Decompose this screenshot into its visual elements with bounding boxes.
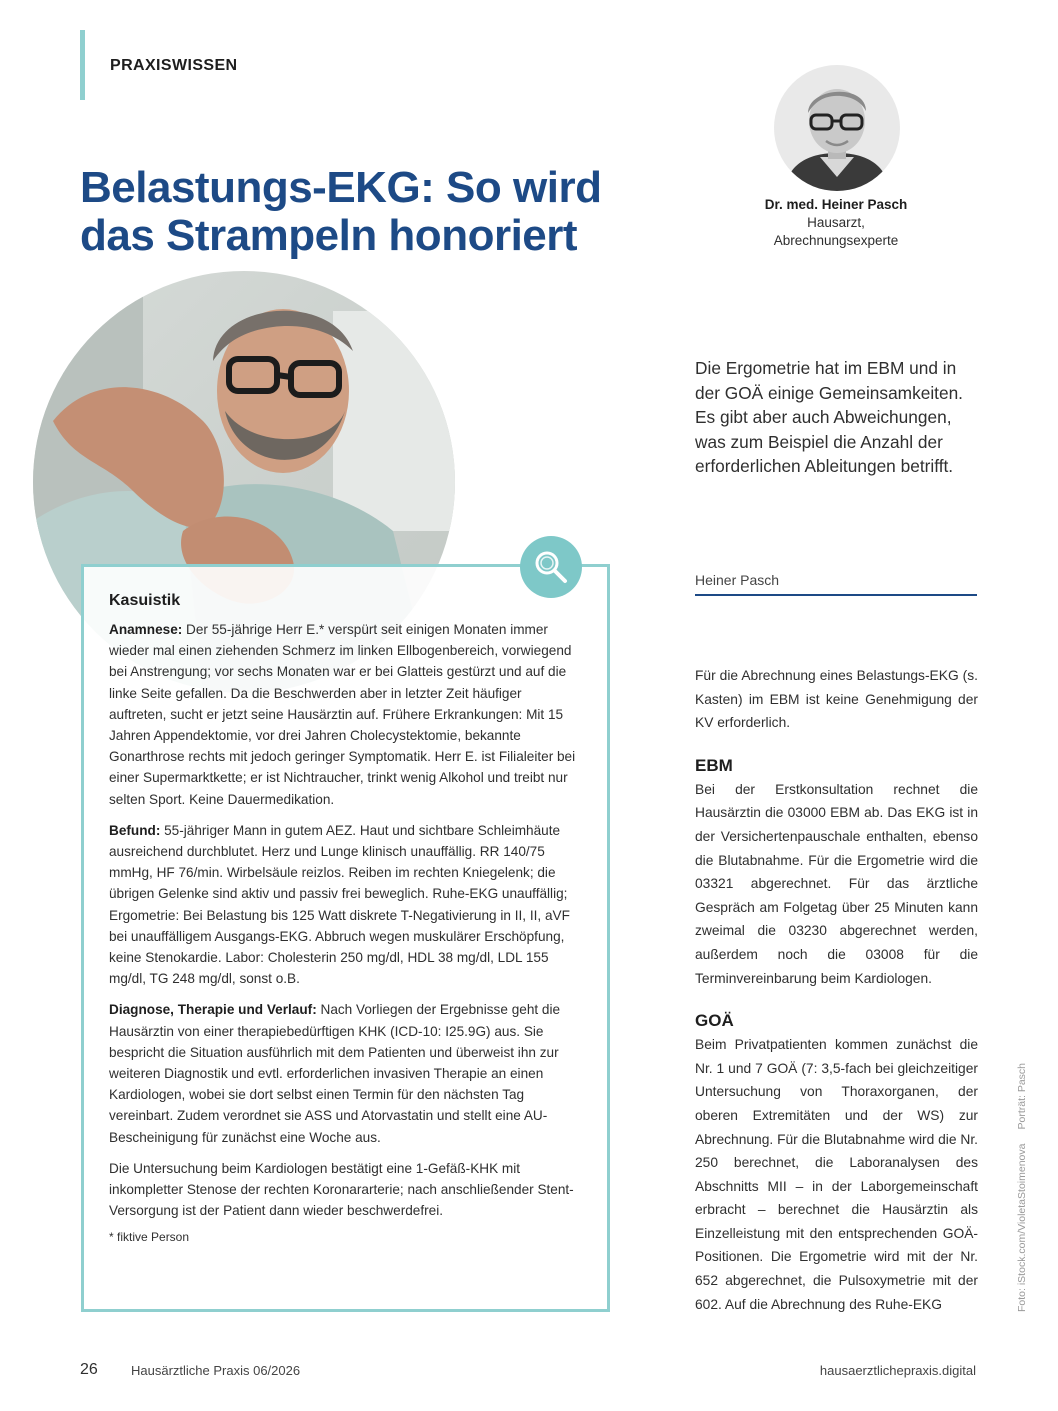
photo-credit	[1016, 1063, 1028, 1312]
case-footnote: * fiktive Person	[109, 1230, 190, 1245]
diagnose-text: Nach Vorliegen der Ergebnisse geht die Hausärztin von einer therapiebedürftigen KHK (ICD-10: I25.9G) aus. Sie bespricht die Situation ausführlich mit dem Patienten und überweist ihn zur weiteren Diagnostik und evtl. erforderlichen invasiven Therapie an einen Kardiologen, wobei sie dort selbst einen Termin für den nächsten Tag vereinbart. Zudem verordnet sie ASS und Atorvastatin und stellt eine AU-Bescheinigung für zunächst eine Woche aus.	[109, 1002, 561, 1145]
ebm-heading: EBM	[695, 755, 733, 775]
magnifier-icon	[520, 536, 582, 598]
goae-heading: GOÄ	[695, 1011, 734, 1031]
article-title-line-1: Belastungs-EKG: So wird	[80, 163, 602, 212]
byline-divider	[695, 594, 977, 596]
goae-text: Beim Privatpatienten kommen zunächst die Nr. 1 und 7 GOÄ (7: 3,5-fach bei gleichzeitiger Untersuchung von Thoraxorganen, der oberen Extremitäten und der WS) zur Abrechnung. Für die Blutabnahme wird die Nr. 250 berechnet, die Laboranalysen des Abschnitts MII – in der Laborgemeinschaft erbracht – berechnet die Hausärztin als Einzelleistung mit den entsprechenden GOÄ-Positionen. Die Ergometrie wird mit der Nr. 652 abgerechnet, die Pulsoxymetrie mit der 602. Auf die Abrechnung des Ruhe-EKG	[695, 1037, 978, 1312]
anamnese-text: Der 55-jährige Herr E.* verspürt seit einigen Monaten immer wieder mal einen ziehenden Schmerz im linken Ellbogenbereich, vorwiegend bei Anstrengung; vor sechs Monaten war er bei Glatteis gestürzt und auf die linke Seite gefallen. Da die Beschwerden aber in letzter Zeit häufiger auftreten, sucht er jetzt seine Hausärztin auf. Frühere Erkrankungen: Mit 15 Jahren Appendektomie, vor drei Jahren Cholecystektomie, bekannte Gonarthrose rechts mit jedoch geringer Symptomatik. Herr E. ist Filialeiter bei einer Supermarktkette; er ist Nichtraucher, trinkt wenig Alkohol und treibt nur selten Sport. Keine Dauermedikation.	[109, 622, 576, 807]
page-number: 26	[80, 1361, 98, 1378]
case-box-title: Kasuistik	[109, 592, 181, 609]
diagnose-label: Diagnose, Therapie und Verlauf:	[109, 1002, 317, 1018]
photo-credit-hero: Foto: iStock.com/VioletaStoimenova	[1016, 1143, 1028, 1312]
article-byline: Heiner Pasch	[695, 572, 780, 588]
case-diagnose	[109, 999, 579, 1147]
author-role-line-1: Hausarzt,	[807, 215, 865, 230]
anamnese-label: Anamnese:	[109, 622, 183, 637]
body-column-right	[695, 664, 978, 1316]
photo-credit-portrait: Porträt: Pasch	[1016, 1062, 1028, 1130]
author-name: Dr. med. Heiner Pasch	[764, 197, 908, 212]
article-title-line-2: das Strampeln honoriert	[80, 211, 578, 260]
case-outcome: Die Untersuchung beim Kardiologen bestätigt eine 1-Gefäß-KHK mit inkompletter Stenose der rechten Koronararterie; nach anschließender Stent-Versorgung ist der Patient dann wieder beschwerdefrei.	[109, 1160, 574, 1219]
author-portrait	[774, 65, 900, 191]
case-anamnese	[109, 619, 579, 810]
publication-name: Hausärztliche Praxis 06/2026	[131, 1363, 301, 1378]
article-title	[80, 164, 680, 260]
section-accent-bar	[80, 30, 85, 100]
case-box-content	[109, 591, 579, 1245]
case-befund	[109, 820, 579, 990]
article-lead: Die Ergometrie hat im EBM und in der GOÄ einige Gemeinsamkeiten. Es gibt aber auch Abweichungen, was zum Beispiel die Anzahl der erforderlichen Ableitungen betrifft.	[695, 358, 963, 477]
section-label: PRAXISWISSEN	[110, 57, 238, 74]
ebm-text: Bei der Erstkonsultation rechnet die Hausärztin die 03000 EBM ab. Das EKG ist in der Versichertenpauschale enthalten, ebenso die Blutabnahme. Für die Ergometrie wird die 03321 abgerechnet. Für das ärztliche Gespräch am Folgetag über 25 Minuten kann zweimal die 03230 abgerechnet werden, außerdem noch die 03008 für die Terminvereinbarung beim Kardiologen.	[695, 781, 978, 986]
website-link[interactable]: hausaerztlichepraxis.digital	[819, 1363, 976, 1378]
author-role-line-2: Abrechnungsexperte	[773, 233, 899, 248]
befund-label: Befund:	[109, 822, 161, 838]
body-intro: Für die Abrechnung eines Belastungs-EKG (s. Kasten) im EBM ist keine Genehmigung der KV erforderlich.	[695, 668, 978, 731]
befund-text: 55-jähriger Mann in gutem AEZ. Haut und sichtbare Schleimhäute ausreichend durchblutet. Herz und Lunge klinisch unauffällig. RR 140/75 mmHg, HF 76/min. Wirbelsäule reizlos. Reiben im rechten Kniegelenk; die übrigen Gelenke sind aktiv und passiv frei beweglich. Ruhe-EKG unauffällig; Ergometrie: Bei Belastung bis 125 Watt diskrete T-Negativierung in II, II, aVF bei unauffälligem Ausgangs-EKG. Abbruch wegen muskulärer Erschöpfung, keine Stenokardie. Labor: Cholesterin 250 mg/dl, HDL 38 mg/dl, LDL 155 mg/dl, TG 248 mg/dl, sonst o.B.	[109, 822, 570, 987]
